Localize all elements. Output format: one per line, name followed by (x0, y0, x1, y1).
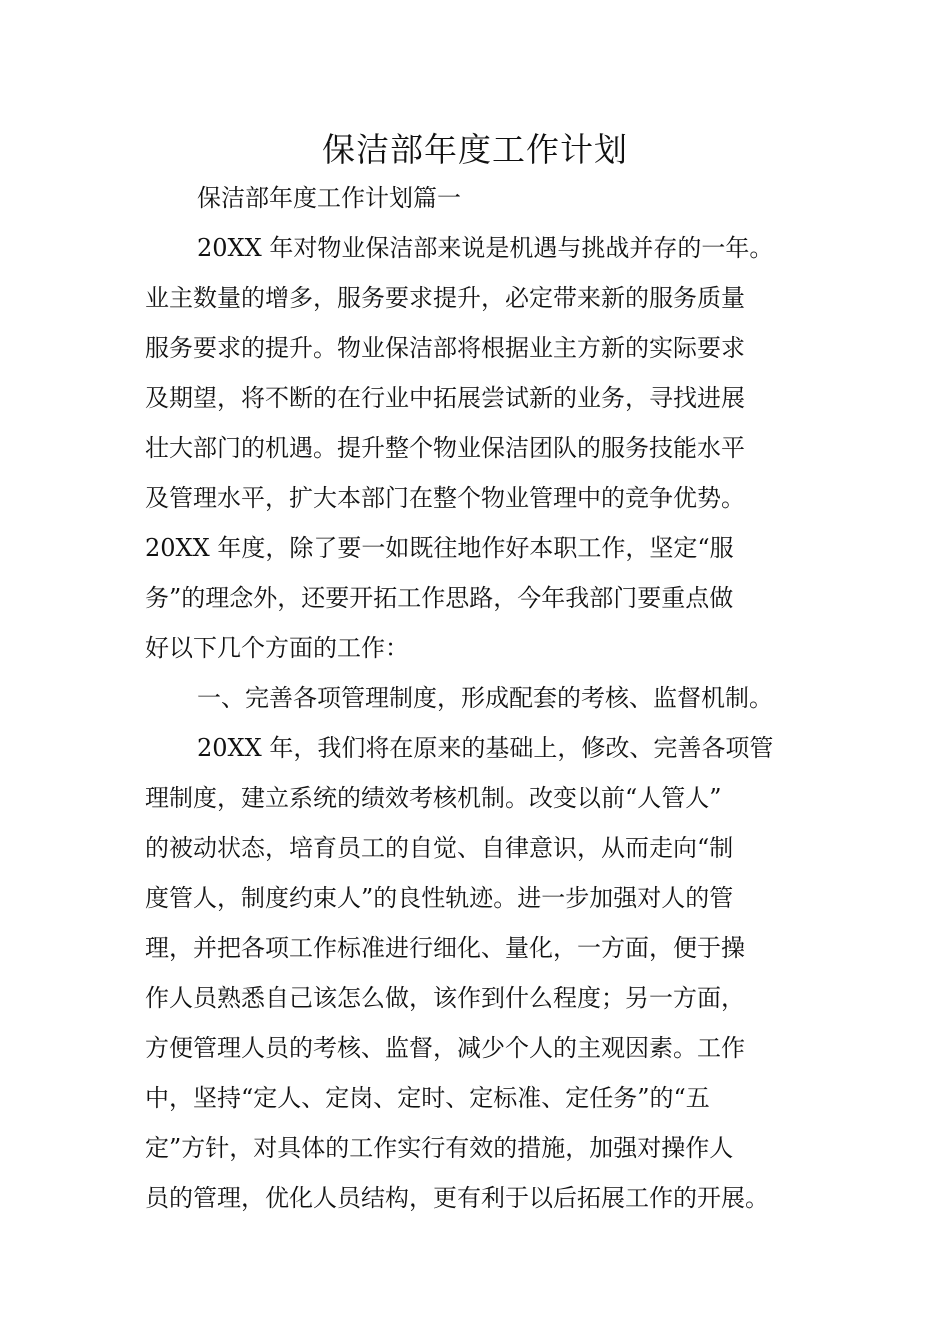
paragraph-line: 方便管理人员的考核、监督，减少个人的主观因素。工作 (145, 1034, 745, 1062)
paragraph-line: 及期望，将不断的在行业中拓展尝试新的业务，寻找进展 (145, 384, 745, 412)
paragraph-line: 务”的理念外，还要开拓工作思路，今年我部门要重点做 (145, 584, 734, 612)
document-title: 保洁部年度工作计划 (322, 130, 628, 169)
paragraph-line: 壮大部门的机遇。提升整个物业保洁团队的服务技能水平 (145, 434, 745, 462)
section-heading-part-one: 保洁部年度工作计划篇一 (197, 184, 461, 212)
paragraph-line: 业主数量的增多，服务要求提升，必定带来新的服务质量 (145, 284, 745, 312)
paragraph-line: 员的管理，优化人员结构，更有利于以后拓展工作的开展。 (145, 1184, 769, 1212)
paragraph-line: 中，坚持“定人、定岗、定时、定标准、定任务”的“五 (145, 1084, 710, 1112)
section-heading-one: 一、完善各项管理制度，形成配套的考核、监督机制。 (197, 684, 773, 712)
paragraph-line: 理，并把各项工作标准进行细化、量化，一方面，便于操 (145, 934, 745, 962)
paragraph-line: 度管人，制度约束人”的良性轨迹。进一步加强对人的管 (145, 884, 734, 912)
paragraph-line: 20XX 年对物业保洁部来说是机遇与挑战并存的一年。 (197, 234, 774, 262)
paragraph-line: 20XX 年度，除了要一如既往地作好本职工作，坚定“服 (145, 534, 734, 562)
paragraph-line: 及管理水平，扩大本部门在整个物业管理中的竞争优势。 (145, 484, 745, 512)
paragraph-line: 理制度，建立系统的绩效考核机制。改变以前“人管人” (145, 784, 722, 812)
paragraph-line: 好以下几个方面的工作： (145, 634, 409, 662)
paragraph-line: 的被动状态，培育员工的自觉、自律意识，从而走向“制 (145, 834, 734, 862)
paragraph-line: 服务要求的提升。物业保洁部将根据业主方新的实际要求 (145, 334, 745, 362)
paragraph-line: 作人员熟悉自己该怎么做，该作到什么程度；另一方面， (145, 984, 745, 1012)
paragraph-line: 20XX 年，我们将在原来的基础上，修改、完善各项管 (197, 734, 774, 762)
paragraph-line: 定”方针，对具体的工作实行有效的措施，加强对操作人 (145, 1134, 734, 1162)
